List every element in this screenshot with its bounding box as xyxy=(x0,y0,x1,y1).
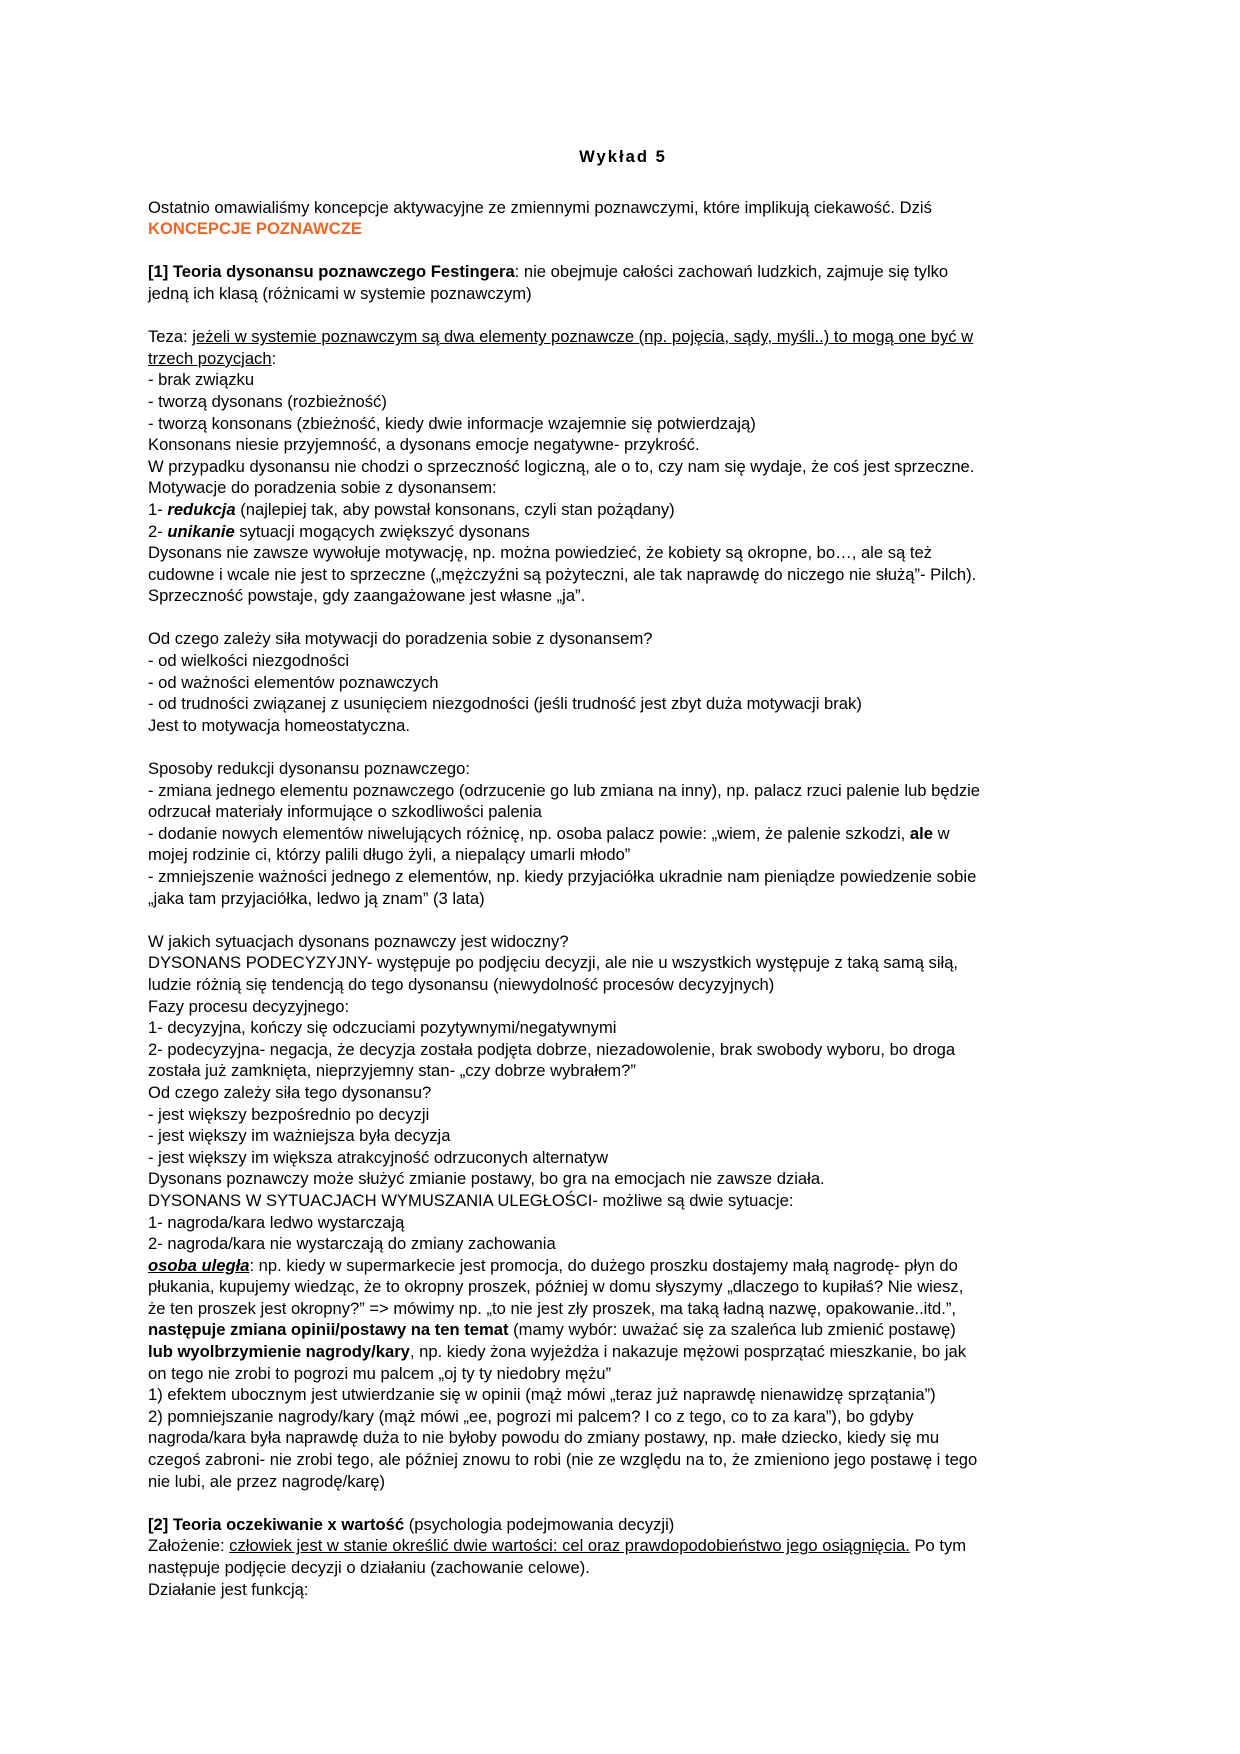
thesis-label: Teza: xyxy=(148,327,193,347)
text-line: DYSONANS W SYTUACJACH WYMUSZANIA ULEGŁOŚCI- możliwe są dwie sytuacje: xyxy=(148,1190,794,1210)
text-line: - zmiana jednego elementu poznawczego (odrzucenie go lub zmiana na inny), np. palacz rzuci palenie lub będzie xyxy=(148,780,981,800)
text-line: Działanie jest funkcją: xyxy=(148,1579,309,1599)
text-span: : np. kiedy w supermarkecie jest promocja, do dużego proszku dostajemy małą nagrodę- płyn do xyxy=(249,1255,958,1275)
spacer xyxy=(148,607,1098,629)
text-line xyxy=(148,1255,1098,1277)
intro-highlight: KONCEPCJE POZNAWCZE xyxy=(148,219,362,239)
text-line: ludzie różnią się tendencją do tego dysonansu (niewydolność procesów decyzyjnych) xyxy=(148,974,775,994)
section-1-heading-line xyxy=(148,261,1098,283)
text-line: odrzucał materiały informujące o szkodliwości palenia xyxy=(148,802,542,822)
text-line: cudowne i wcale nie jest to sprzeczne („mężczyźni są pożyteczni, ale tak naprawdę do niczego nie służą”- Pilch). xyxy=(148,564,977,584)
emphasis: następuje zmiana opinii/postawy na ten temat xyxy=(148,1320,509,1340)
text-span: sytuacji mogących zwiększyć dysonans xyxy=(234,521,530,541)
text-line: Motywacje do poradzenia sobie z dysonansem: xyxy=(148,478,497,498)
text-line: 1) efektem ubocznym jest utwierdzanie się w opinii (mąż mówi „teraz już naprawdę nienawidzę sprzątania”) xyxy=(148,1385,936,1405)
spacer xyxy=(148,1492,1098,1514)
assumption-label: Założenie: xyxy=(148,1536,230,1556)
text-line xyxy=(148,823,1098,845)
thesis-line xyxy=(148,326,1098,348)
text-line: Fazy procesu decyzyjnego: xyxy=(148,996,350,1016)
text-line: W jakich sytuacjach dysonans poznawczy jest widoczny? xyxy=(148,931,569,951)
text-line: - zmniejszenie ważności jednego z elementów, np. kiedy przyjaciółka ukradnie nam pieniądze powiedzenie sobie xyxy=(148,867,977,886)
thesis-colon: : xyxy=(271,348,277,368)
text-line: 2) pomniejszanie nagrody/kary (mąż mówi „ee, pogrozi mi palcem? I co z tego, co to za kara”), bo gdyby xyxy=(148,1406,914,1426)
emphasis: lub wyolbrzymienie nagrody/kary xyxy=(148,1342,410,1362)
text-line: - od ważności elementów poznawczych xyxy=(148,672,439,692)
section-2-heading-rest: (psychologia podejmowania decyzji) xyxy=(404,1514,675,1534)
text-line: - jest większy im większa atrakcyjność odrzuconych alternatyw xyxy=(148,1147,609,1167)
thesis-line xyxy=(148,348,1098,370)
section-1-line: jedną ich klasą (różnicami w systemie poznawczym) xyxy=(148,283,532,303)
emphasis: unikanie xyxy=(167,521,235,541)
text-line: Od czego zależy siła tego dysonansu? xyxy=(148,1082,432,1102)
text-span: , np. kiedy żona wyjeżdża i nakazuje mężowi posprzątać mieszkanie, bo jak xyxy=(409,1342,967,1362)
text-line: W przypadku dysonansu nie chodzi o sprzeczność logiczną, ale o to, czy nam się wydaje, że coś jest sprzeczne. xyxy=(148,456,975,476)
text-line: Od czego zależy siła motywacji do poradzenia sobie z dysonansem? xyxy=(148,629,653,649)
spacer xyxy=(148,189,1098,197)
text-line: - od trudności związanej z usunięciem niezgodności (jeśli trudność jest zbyt duża motywacji brak) xyxy=(148,694,862,714)
text-line: Konsonans niesie przyjemność, a dysonans emocje negatywne- przykrość. xyxy=(148,435,700,455)
text-line: Sposoby redukcji dysonansu poznawczego: xyxy=(148,759,470,779)
text-span: Po tym xyxy=(909,1536,967,1556)
text-line: następuje podjęcie decyzji o działaniu (zachowanie celowe). xyxy=(148,1558,590,1577)
text-line: - tworzą konsonans (zbieżność, kiedy dwie informacje wzajemnie się potwierdzają) xyxy=(148,413,756,433)
text-line: czegoś zabroni- nie zrobi tego, ale później znowu to robi (nie ze względu na to, że zmieniono jego postawę i tego xyxy=(148,1450,978,1470)
intro-line: Ostatnio omawialiśmy koncepcje aktywacyjne ze zmiennymi poznawczymi, które implikują ciekawość. Dziś xyxy=(148,197,932,217)
text-line: nie lubi, ale przez nagrodę/karę) xyxy=(148,1471,386,1491)
text-line: - brak związku xyxy=(148,370,255,390)
spacer xyxy=(148,736,1098,758)
text-line: on tego nie zrobi to pogrozi mu palcem „oj ty ty niedobry mężu” xyxy=(148,1363,612,1383)
text-line xyxy=(148,1341,1098,1363)
text-line xyxy=(148,1535,1098,1557)
text-span: (mamy wybór: uważać się za szaleńca lub zmienić postawę) xyxy=(508,1320,956,1340)
term-label: osoba uległa xyxy=(148,1255,250,1275)
thesis-text: trzech pozycjach xyxy=(148,348,272,368)
text-line xyxy=(148,499,1098,521)
list-number: 2- xyxy=(148,521,168,541)
text-line xyxy=(148,1319,1098,1341)
text-line: 1- decyzyjna, kończy się odczuciami pozytywnymi/negatywnymi xyxy=(148,1018,617,1038)
text-line: Dysonans nie zawsze wywołuje motywację, np. można powiedzieć, że kobiety są okropne, bo…, ale są też xyxy=(148,543,932,563)
thesis-text: jeżeli w systemie poznawczym są dwa elementy poznawcze (np. pojęcia, sądy, myśli..) to mogą one być w xyxy=(192,327,974,347)
text-span: - dodanie nowych elementów niwelujących różnicę, np. osoba palacz powie: „wiem, że palenie szkodzi, xyxy=(148,823,910,843)
text-line: 2- nagroda/kara nie wystarczają do zmiany zachowania xyxy=(148,1234,556,1254)
spacer xyxy=(148,305,1098,327)
text-line xyxy=(148,521,1098,543)
assumption-text: człowiek jest w stanie określić dwie wartości: cel oraz prawdopodobieństwo jego osiągnięcia. xyxy=(229,1536,910,1556)
spacer xyxy=(148,909,1098,931)
emphasis: redukcja xyxy=(167,499,236,519)
document-page xyxy=(148,146,1098,1600)
text-line: nagroda/kara była naprawdę duża to nie byłoby powodu do zmiany postawy, np. małe dziecko, kiedy się mu xyxy=(148,1428,940,1448)
text-line: DYSONANS PODECYZYJNY- występuje po podjęciu decyzji, ale nie u wszystkich występuje z taką samą siłą, xyxy=(148,953,959,973)
text-line: została już zamknięta, nieprzyjemny stan- „czy dobrze wybrałem?” xyxy=(148,1061,636,1081)
text-line: - od wielkości niezgodności xyxy=(148,651,350,671)
text-line: Jest to motywacja homeostatyczna. xyxy=(148,715,410,735)
page-title: Wykład 5 xyxy=(579,147,667,166)
text-line: 1- nagroda/kara ledwo wystarczają xyxy=(148,1212,405,1232)
text-line: mojej rodzinie ci, którzy palili długo żyli, a niepalący umarli młodo” xyxy=(148,845,631,865)
text-line: Sprzeczność powstaje, gdy zaangażowane jest własne „ja”. xyxy=(148,586,586,606)
text-line: płukania, kupujemy wiedząc, że to okropny proszek, później w domu słyszymy „dlaczego to kupiłaś? Nie wiesz, xyxy=(148,1277,964,1297)
section-2-heading-line xyxy=(148,1514,1098,1536)
text-line: że ten proszek jest okropny?” => mówimy np. „to nie jest zły proszek, ma taką ładną nazwę, opakowanie..itd.”, xyxy=(148,1298,956,1318)
text-line: 2- podecyzyjna- negacja, że decyzja została podjęta dobrze, niezadowolenie, brak swobody wyboru, bo droga xyxy=(148,1039,956,1059)
emphasis: ale xyxy=(909,823,933,843)
text-span: w xyxy=(932,823,950,843)
text-line: - jest większy bezpośrednio po decyzji xyxy=(148,1104,430,1124)
text-line: Dysonans poznawczy może służyć zmianie postawy, bo gra na emocjach nie zawsze działa. xyxy=(148,1169,825,1189)
list-number: 1- xyxy=(148,499,168,519)
section-1-heading-rest: : nie obejmuje całości zachowań ludzkich, zajmuje się tylko xyxy=(514,262,949,282)
text-line: - jest większy im ważniejsza była decyzja xyxy=(148,1126,451,1146)
text-span: (najlepiej tak, aby powstał konsonans, czyli stan pożądany) xyxy=(235,499,675,519)
text-line: „jaka tam przyjaciółka, ledwo ją znam” (3 lata) xyxy=(148,888,485,908)
section-2-heading: [2] Teoria oczekiwanie x wartość xyxy=(148,1514,405,1534)
spacer xyxy=(148,240,1098,262)
section-1-heading: [1] Teoria dysonansu poznawczego Festingera xyxy=(148,262,515,282)
text-line: - tworzą dysonans (rozbieżność) xyxy=(148,391,387,411)
